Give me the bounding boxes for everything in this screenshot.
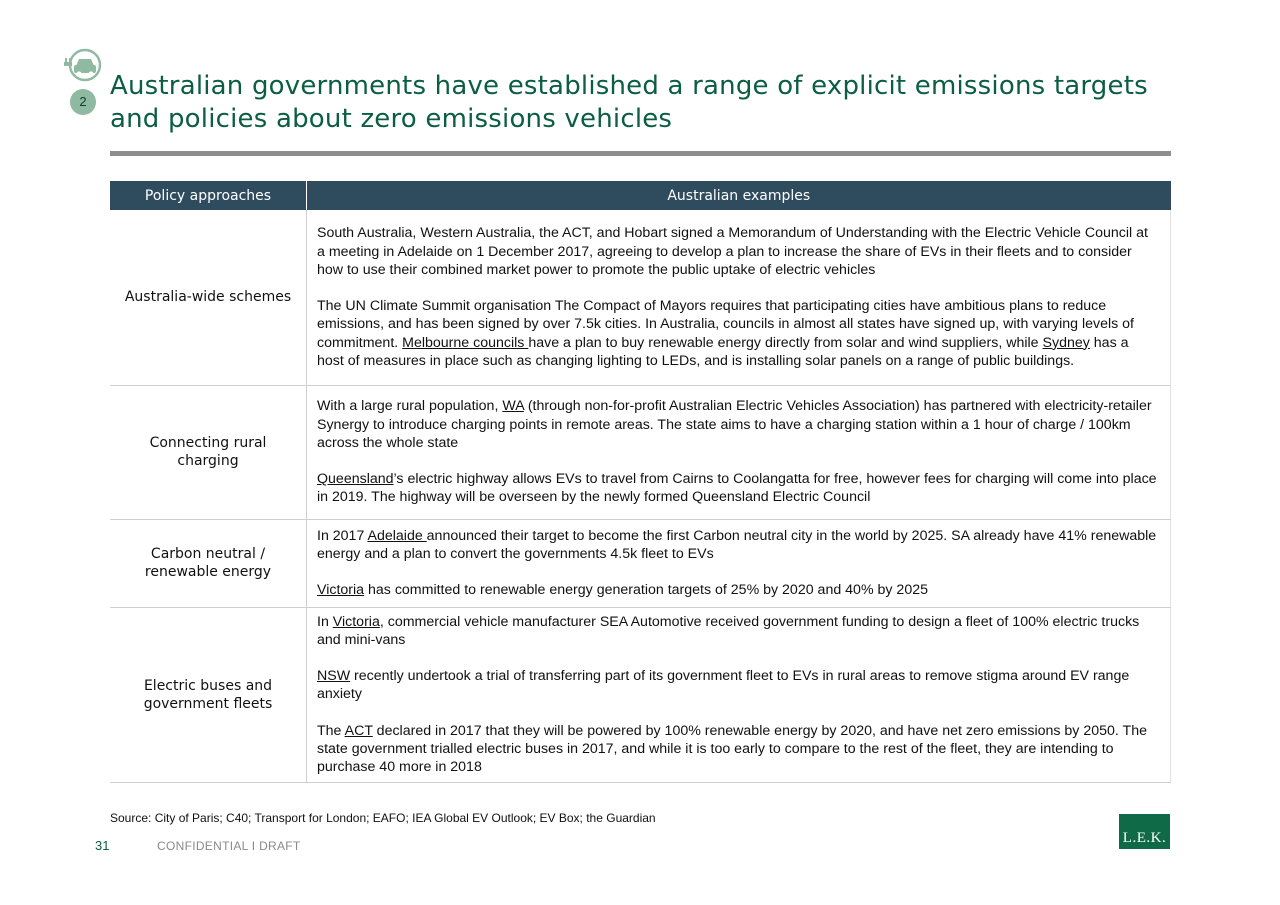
title-divider (110, 151, 1171, 156)
example-paragraph (317, 613, 1158, 649)
policy-approach-cell: Australia-wide schemes (110, 210, 307, 385)
location-link[interactable]: NSW (317, 668, 351, 685)
example-text: In (317, 613, 333, 630)
example-paragraph (317, 397, 1158, 452)
table-header-row (110, 181, 1171, 210)
confidential-label: CONFIDENTIAL I DRAFT (157, 839, 301, 853)
example-text: (through non-for-profit Australian Electric Vehicles Association) has partnered with electricity-retailer Synergy to introduce charging points in remote areas. The state aims to have a charging station within a 1 hour of charge / 100km across the whole state (317, 398, 1152, 451)
examples-cell (307, 519, 1171, 607)
examples-cell (307, 385, 1171, 519)
source-note: Source: City of Paris; C40; Transport for London; EAFO; IEA Global EV Outlook; EV Box; the Guardian (110, 811, 656, 825)
example-paragraph (317, 224, 1158, 279)
example-paragraph (317, 470, 1158, 506)
example-text: With a large rural population, (317, 398, 503, 415)
policy-approach-cell: Carbon neutral / renewable energy (110, 519, 307, 607)
example-text: , commercial vehicle manufacturer SEA Automotive received government funding to design a fleet of 100% electric trucks and mini-vans (317, 613, 1140, 648)
example-text: has a host of measures in place such as changing lighting to LEDs, and is installing solar panels on a range of public buildings. (317, 334, 1129, 369)
example-text: In 2017 (317, 527, 368, 544)
location-link[interactable]: WA (502, 398, 524, 415)
column-header-australian-examples: Australian examples (307, 181, 1171, 210)
policy-table (110, 181, 1171, 783)
location-link[interactable]: Sydney (1042, 334, 1090, 351)
table-row (110, 210, 1171, 385)
example-text: The (317, 722, 345, 739)
table-row (110, 385, 1171, 519)
examples-cell (307, 607, 1171, 782)
policy-approach-cell: Connecting rural charging (110, 385, 307, 519)
example-text: ’s electric highway allows EVs to travel from Cairns to Coolangatta for free, however fees for charging will come into place in 2019. The highway will be overseen by the newly formed Queensland Electric Council (317, 471, 1157, 506)
location-link[interactable]: Adelaide (367, 527, 427, 544)
example-text: recently undertook a trial of transferring part of its government fleet to EVs in rural areas to remove stigma around EV range anxiety (317, 668, 1130, 703)
example-text: declared in 2017 that they will be powered by 100% renewable energy by 2020, and have net zero emissions by 2050. The state government trialled electric buses in 2017, and while it is too early to compare to the rest of the fleet, they are intending to purchase 40 more in 2018 (317, 722, 1147, 776)
section-number-badge: 2 (70, 89, 96, 115)
column-header-policy-approaches: Policy approaches (110, 181, 307, 210)
example-paragraph (317, 722, 1158, 777)
table-row (110, 607, 1171, 782)
location-link[interactable]: Queensland (317, 471, 394, 488)
example-paragraph (317, 297, 1158, 370)
example-text: South Australia, Western Australia, the ACT, and Hobart signed a Memorandum of Understanding with the Electric Vehicle Council at a meeting in Adelaide on 1 December 2017, agreeing to develop a plan to increase the share of EVs in their fleets and to consider how to use their combined market power to promote the public uptake of electric vehicles (317, 225, 1148, 278)
examples-cell (307, 210, 1171, 385)
electric-car-plug-icon (64, 48, 102, 82)
policy-approach-cell: Electric buses and government fleets (110, 607, 307, 782)
example-text: The UN Climate Summit organisation The Compact of Mayors requires that participating cities have ambitious plans to reduce emissions, and has been signed by over 7.5k cities. In Australia, councils in almost all states have signed up, with varying levels of commitment. (317, 298, 1134, 351)
location-link[interactable]: Victoria (317, 582, 365, 599)
example-paragraph (317, 667, 1158, 703)
example-text: has committed to renewable energy generation targets of 25% by 2020 and 40% by 2025 (364, 582, 928, 599)
example-text: announced their target to become the first Carbon neutral city in the world by 2025. SA already have 41% renewable energy and a plan to convert the governments 4.5k fleet to EVs (317, 527, 1157, 562)
location-link[interactable]: Melbourne councils (402, 334, 529, 351)
table-row (110, 519, 1171, 607)
lek-logo: L.E.K. (1119, 814, 1170, 849)
location-link[interactable]: Victoria (332, 613, 380, 630)
example-text: have a plan to buy renewable energy directly from solar and wind suppliers, while (528, 334, 1043, 351)
location-link[interactable]: ACT (344, 722, 373, 739)
example-paragraph (317, 581, 1158, 599)
page-number: 31 (95, 838, 110, 853)
page-title: Australian governments have established a range of explicit emissions targets and policies about zero emissions vehicles (110, 71, 1148, 134)
example-paragraph (317, 527, 1158, 563)
